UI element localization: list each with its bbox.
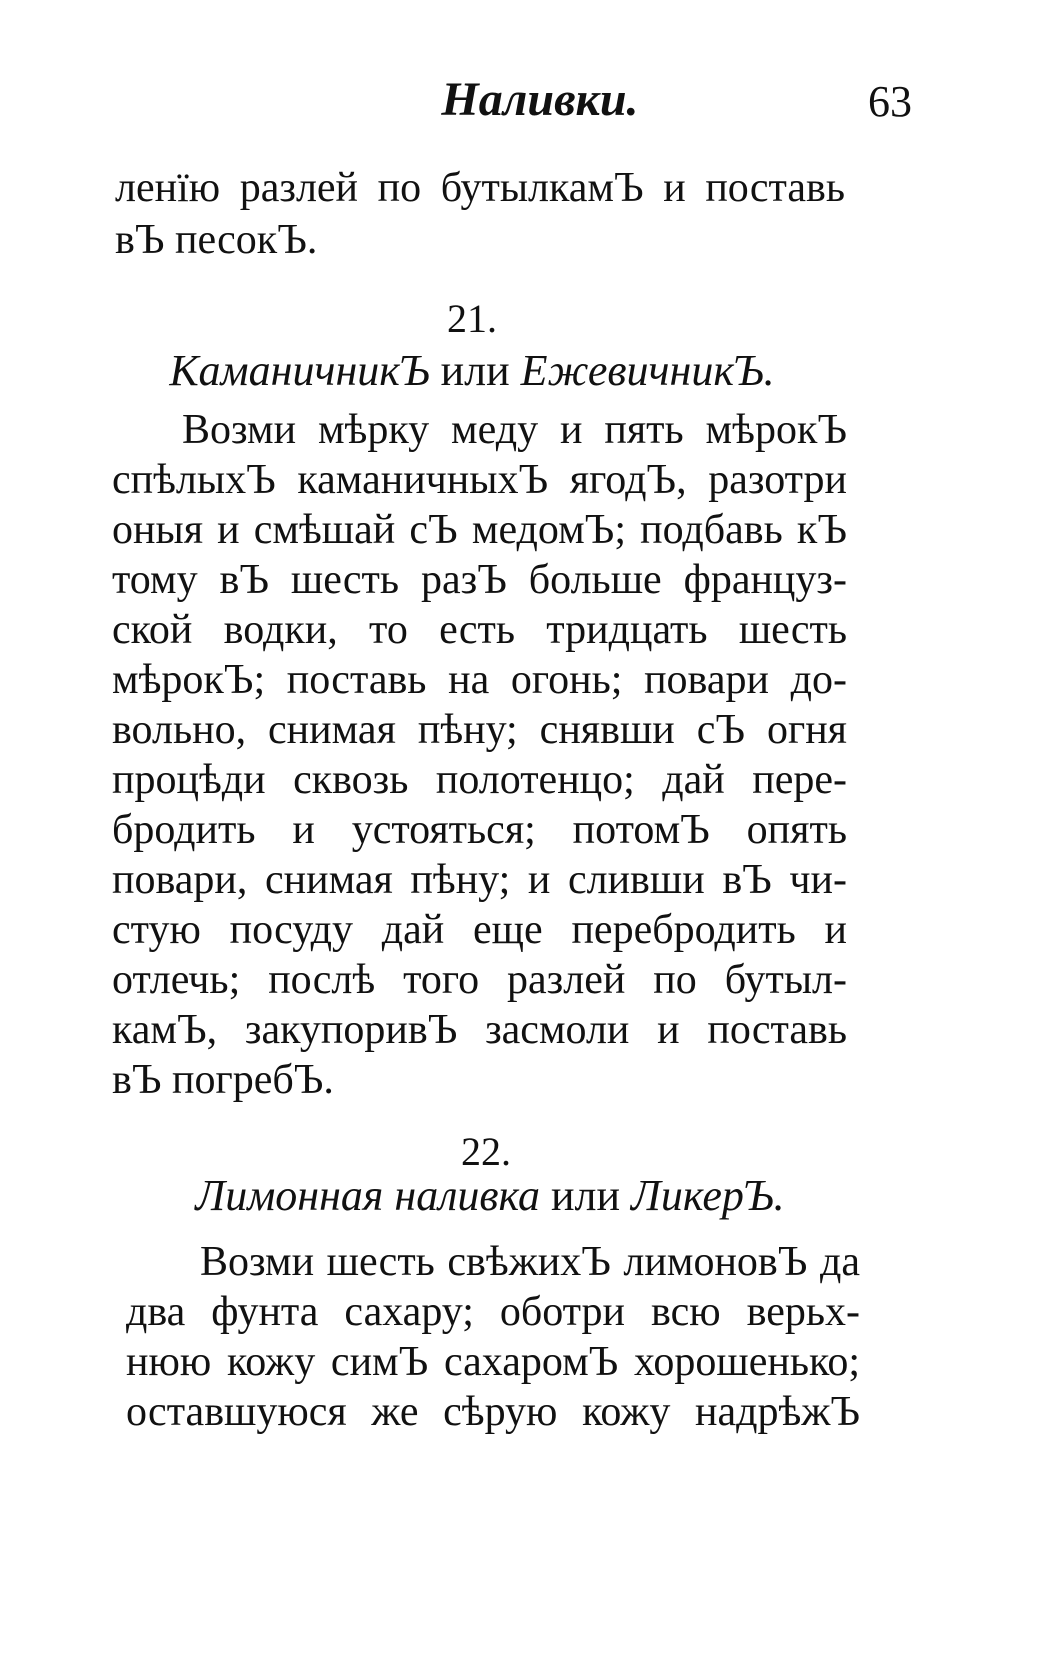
text-line: повари, снимая пѣну; и сливши вЪ чи-: [112, 857, 847, 903]
text-line: оставшуюся же сѣрую кожу надрѣжЪ: [126, 1389, 860, 1435]
text-line: отлечь; послѣ того разлей по бутыл-: [112, 957, 847, 1003]
section-title-part: КаманичникЪ: [169, 346, 430, 395]
text-line: спѣлыхЪ каманичныхЪ ягодЪ, разотри: [112, 457, 847, 503]
section-title-part: ЛикерЪ.: [631, 1171, 785, 1220]
text-line: мѣрокЪ; поставь на огонь; повари до-: [112, 657, 847, 703]
text-line: ской водки, то есть тридцать шесть: [112, 607, 847, 653]
section-title-part: ЕжевичникЪ.: [520, 346, 775, 395]
text-line: вольно, снимая пѣну; снявши сЪ огня: [112, 707, 847, 753]
text-line: стую посуду дай еще перебродить и: [112, 907, 847, 953]
text-line: вЪ погребЪ.: [112, 1057, 334, 1103]
text-line: Возми шесть свѣжихЪ лимоновЪ да: [200, 1239, 860, 1285]
running-header-title: Наливки.: [441, 73, 639, 126]
section-title: [40, 1170, 940, 1221]
section-title: [22, 345, 922, 396]
text-line: два фунта сахару; оботри всю верьх-: [126, 1289, 860, 1335]
section-title-part: Лимонная наливка: [195, 1171, 540, 1220]
section-title-connector: или: [550, 1171, 621, 1220]
text-line: процѣди сквозь полотенцо; дай пере-: [112, 757, 847, 803]
text-line: ленїю разлей по бутылкамЪ и поставь: [115, 165, 845, 211]
section-number: 22.: [461, 1129, 511, 1174]
text-line: вЪ песокЪ.: [115, 217, 318, 263]
text-line: бродить и устояться; потомЪ опять: [112, 807, 847, 853]
page-number: 63: [868, 77, 912, 126]
section-title-connector: или: [440, 346, 510, 395]
text-line: тому вЪ шесть разЪ больше француз-: [112, 557, 847, 603]
text-line: камЪ, закупоривЪ засмоли и поставь: [112, 1007, 847, 1053]
section-number: 21.: [447, 296, 497, 341]
text-line: Возми мѣрку меду и пять мѣрокЪ: [182, 407, 847, 453]
text-line: оныя и смѣшай сЪ медомЪ; подбавь кЪ: [112, 507, 847, 553]
text-line: нюю кожу симЪ сахаромЪ хорошенько;: [126, 1339, 860, 1385]
